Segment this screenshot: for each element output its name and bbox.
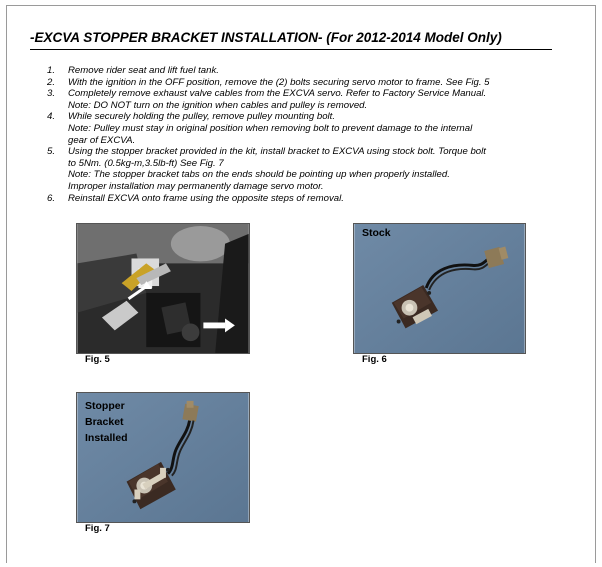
instruction-steps (47, 65, 587, 204)
step-note: Note: DO NOT turn on the ignition when cables and pulley is removed. (68, 99, 368, 111)
step-text: Using the stopper bracket provided in the kit, install bracket to EXCVA using stock bolt. Torque bolt (68, 146, 486, 158)
document-title: -EXCVA STOPPER BRACKET INSTALLATION- (For 2012-2014 Model Only) (30, 30, 502, 45)
step-6 (47, 193, 587, 205)
step-3 (47, 88, 587, 111)
step-number: 4. (47, 111, 56, 123)
fig7-overlay-label: Stopper Bracket Installed (85, 400, 128, 444)
step-note: Note: Pulley must stay in original position when removing bolt to prevent damage to the internal (68, 122, 473, 134)
step-text: While securely holding the pulley, remove pulley mounting bolt. (68, 111, 335, 123)
step-number: 2. (47, 76, 56, 88)
step-note: Note: The stopper bracket tabs on the ends should be pointing up when properly installed. (68, 169, 450, 181)
fig6-label: Fig. 6 (362, 354, 387, 365)
fig5-label: Fig. 5 (85, 354, 110, 365)
fig6-overlay-label: Stock (362, 227, 391, 239)
fig7-photo (76, 392, 250, 523)
step-1 (47, 65, 587, 77)
step-text: With the ignition in the OFF position, remove the (2) bolts securing servo motor to frame. See Fig. 5 (68, 76, 490, 88)
step-2 (47, 77, 587, 89)
fig5-photo (76, 223, 250, 354)
fig6-photo (353, 223, 526, 354)
step-number: 6. (47, 192, 56, 204)
step-note-cont: Improper installation may permanently damage servo motor. (68, 180, 324, 192)
title-underline (30, 49, 552, 50)
step-text: Remove rider seat and lift fuel tank. (68, 65, 219, 76)
servo-on-frame-photo (77, 224, 249, 353)
fig7-label: Fig. 7 (85, 523, 110, 534)
step-text: Reinstall EXCVA onto frame using the opposite steps of removal. (68, 192, 344, 204)
step-4 (47, 111, 587, 146)
step-number: 5. (47, 146, 56, 158)
step-text: Completely remove exhaust valve cables from the EXCVA servo. Refer to Factory Service Manual. (68, 88, 487, 100)
step-number: 3. (47, 88, 56, 100)
step-5 (47, 146, 587, 192)
step-note-cont: gear of EXCVA. (68, 134, 136, 146)
step-text-cont: to 5Nm. (0.5kg-m,3.5lb-ft) See Fig. 7 (68, 157, 224, 169)
step-number: 1. (47, 65, 56, 76)
stock-servo-photo (354, 224, 525, 353)
